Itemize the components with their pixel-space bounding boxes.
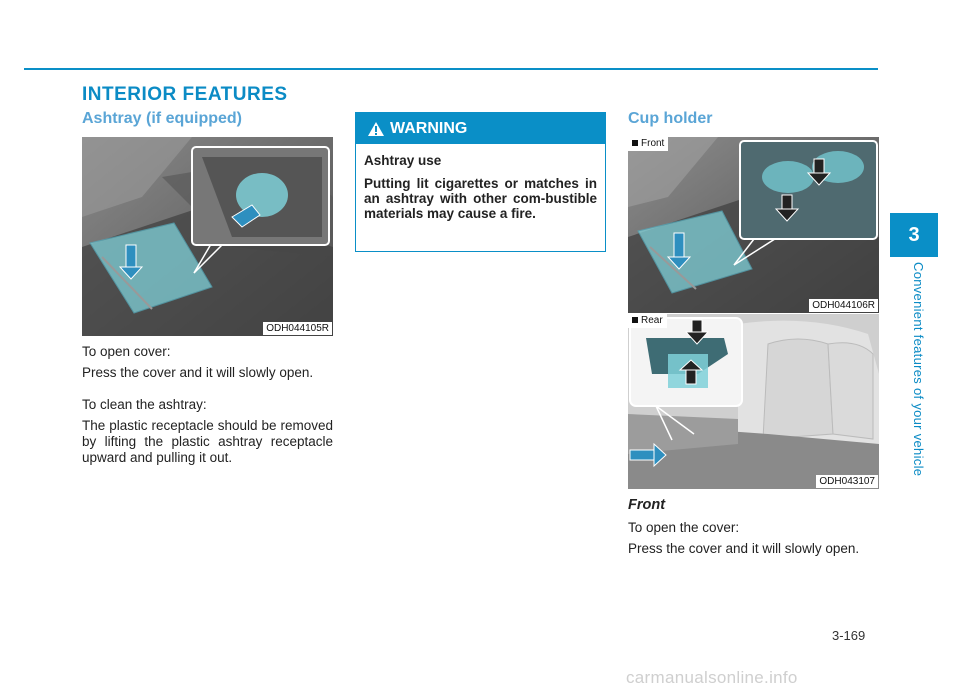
warning-label: WARNING	[390, 119, 468, 137]
warning-body	[356, 144, 605, 221]
ashtray-clean-text: The plastic receptacle should be removed by lifting the plastic ashtray receptacle upward and pulling it out.	[82, 418, 333, 465]
front-tag-label: Front	[641, 138, 665, 149]
top-rule	[24, 68, 878, 70]
section-title: INTERIOR FEATURES	[82, 84, 288, 105]
rear-image-tag	[628, 314, 667, 328]
front-subheading: Front	[628, 497, 666, 513]
chapter-title: Convenient features of your vehicle	[911, 262, 926, 477]
warning-box	[355, 112, 606, 252]
cup-holder-body	[628, 497, 879, 562]
ashtray-illustration	[82, 137, 333, 336]
front-image-code: ODH044106R	[809, 299, 878, 312]
ashtray-open-text: Press the cover and it will slowly open.	[82, 365, 314, 380]
warning-icon	[368, 122, 384, 136]
cup-open-text: Press the cover and it will slowly open.	[628, 541, 860, 556]
ashtray-body	[82, 344, 333, 471]
cup-open-label: To open the cover:	[628, 520, 740, 535]
ashtray-clean-label: To clean the ashtray:	[82, 397, 207, 412]
front-image-tag	[628, 137, 668, 151]
warning-header	[356, 113, 605, 144]
cup-holder-front-photo	[628, 137, 879, 313]
watermark: carmanualsonline.info	[626, 668, 798, 687]
page-number: 3-169	[832, 628, 866, 643]
ashtray-image-code: ODH044105R	[263, 322, 332, 335]
rear-cup-holder-illustration	[628, 314, 879, 489]
warning-text: Putting lit cigarettes or matches in an ashtray with other com-bustible materials may cause a fire.	[364, 176, 597, 221]
cup-holder-heading: Cup holder	[628, 110, 713, 127]
ashtray-heading: Ashtray (if equipped)	[82, 110, 243, 127]
cup-holder-rear-photo	[628, 313, 879, 489]
chapter-number-tab: 3	[890, 213, 938, 257]
rear-tag-label: Rear	[641, 315, 663, 326]
front-cup-holder-illustration	[628, 137, 879, 313]
rear-image-code: ODH043107	[816, 475, 878, 488]
ashtray-photo	[82, 137, 333, 336]
bullet-square-icon	[632, 317, 638, 323]
ashtray-open-label: To open cover:	[82, 344, 171, 359]
chapter-title-side	[906, 262, 926, 502]
warning-title: Ashtray use	[364, 153, 442, 168]
bullet-square-icon	[632, 140, 638, 146]
